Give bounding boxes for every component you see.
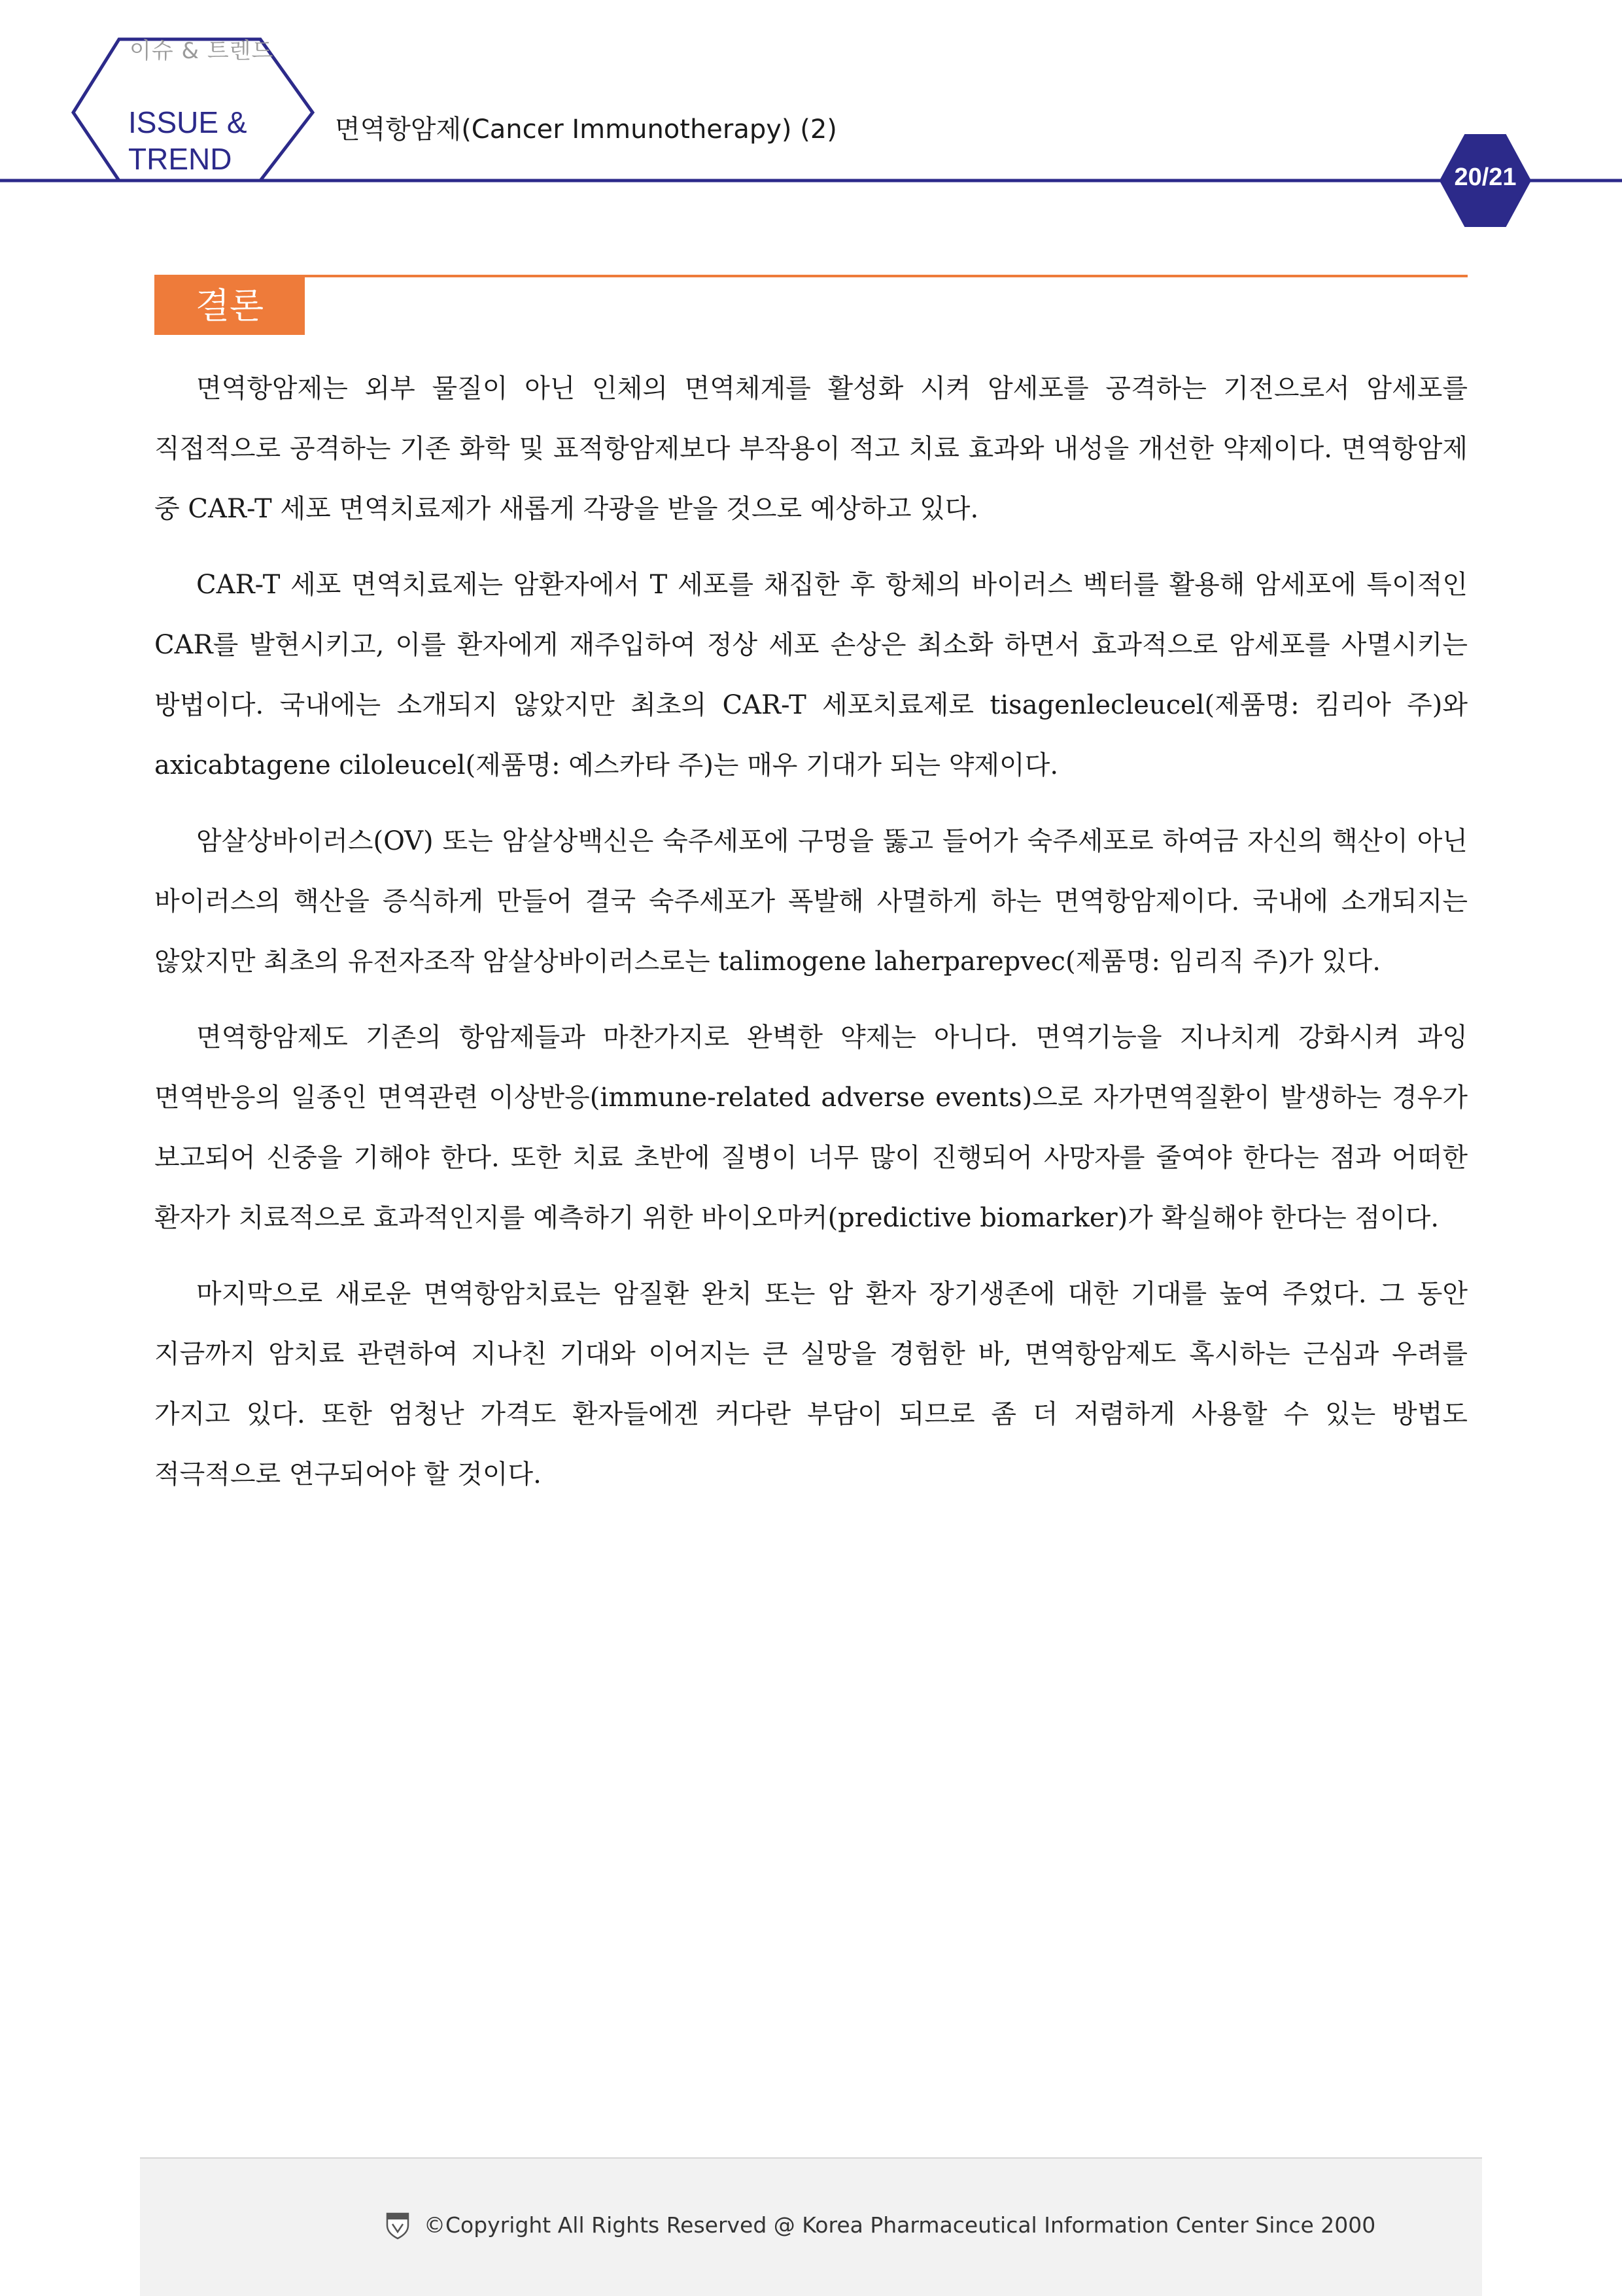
shield-logo-icon — [385, 2211, 411, 2240]
section-heading: 결론 — [154, 277, 305, 335]
paragraph: 암살상바이러스(OV) 또는 암살상백신은 숙주세포에 구멍을 뚫고 들어가 숙주세포로 하여금 자신의 핵산이 아닌 바이러스의 핵산을 증식하게 만들어 결국 숙주세포가 폭발해 사멸하게 하는 면역항암제이다. 국내에 소개되지는 않았지만 최초의 유전자조작 암살상바이러스로는 talimogene laherparepvec(제품명: 임리직 주)가 있다. — [154, 826, 1468, 977]
badge-trend-label: TREND — [128, 142, 232, 176]
document-title: 면역항암제(Cancer Immunotherapy) (2) — [335, 114, 837, 145]
paragraph: CAR-T 세포 면역치료제는 암환자에서 T 세포를 채집한 후 항체의 바이러스 벡터를 활용해 암세포에 특이적인 CAR를 발현시키고, 이를 환자에게 재주입하여 정상 세포 손상은 최소화 하면서 효과적으로 암세포를 사멸시키는 방법이다. 국내에는 소개되지 않았지만 최초의 CAR-T 세포치료제로 tisagenlecleucel(제품명: 킴리아 주)와 axicabtagene ciloleucel(제품명: 예스카타 주)는 매우 기대가 되는 약제이다. — [154, 570, 1468, 780]
paragraph: 면역항암제는 외부 물질이 아닌 인체의 면역체계를 활성화 시켜 암세포를 공격하는 기전으로서 암세포를 직접적으로 공격하는 기존 화학 및 표적항암제보다 부작용이 적고 치료 효과와 내성을 개선한 약제이다. 면역항암제 중 CAR-T 세포 면역치료제가 새롭게 각광을 받을 것으로 예상하고 있다. — [154, 374, 1468, 524]
badge-issue-label: ISSUE & — [128, 105, 247, 139]
page-number: 20/21 — [1454, 164, 1517, 191]
section-rule — [154, 275, 1468, 277]
paragraph: 마지막으로 새로운 면역항암치료는 암질환 완치 또는 암 환자 장기생존에 대한 기대를 높여 주었다. 그 동안 지금까지 암치료 관련하여 지나친 기대와 이어지는 큰 실망을 경험한 바, 면역항암제도 혹시하는 근심과 우려를 가지고 있다. 또한 엄청난 가격도 환자들에겐 커다란 부담이 되므로 좀 더 저렴하게 사용할 수 있는 방법도 적극적으로 연구되어야 할 것이다. — [154, 1279, 1468, 1489]
paragraph: 면역항암제도 기존의 항암제들과 마찬가지로 완벽한 약제는 아니다. 면역기능을 지나치게 강화시켜 과잉 면역반응의 일종인 면역관련 이상반응(immune-related adverse events)으로 자가면역질환이 발생하는 경우가 보고되어 신중을 기해야 한다. 또한 치료 초반에 질병이 너무 많이 진행되어 사망자를 줄여야 한다는 점과 어떠한 환자가 치료적으로 효과적인지를 예측하기 위한 바이오마커(predictive biomarker)가 확실해야 한다는 점이다. — [154, 1022, 1468, 1233]
badge-korean-label: 이슈 & 트렌드 — [129, 38, 274, 64]
copyright-text: ©Copyright All Rights Reserved @ Korea Pharmaceutical Information Center Since 2000 — [424, 2212, 1376, 2238]
body-text — [154, 358, 1468, 1520]
